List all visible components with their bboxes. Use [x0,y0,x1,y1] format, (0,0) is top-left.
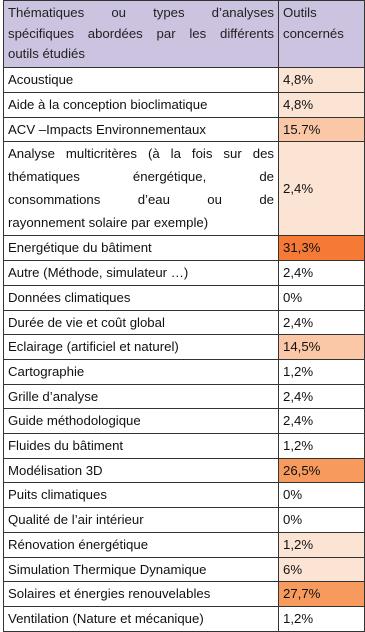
theme-cell: Modélisation 3D [4,458,279,483]
table-row [4,142,365,236]
table-row [4,532,365,557]
theme-cell: Ventilation (Nature et mécanique) [4,606,279,631]
share-value-cell: 2,4% [279,142,365,236]
table-row [4,409,365,434]
theme-label-line: consommations d’eau ou de [8,191,274,207]
table-row [4,582,365,607]
share-value-cell: 26,5% [279,458,365,483]
theme-cell: Energétique du bâtiment [4,236,279,261]
table-row [4,68,365,93]
themes-table-body [4,1,365,632]
theme-label-line: rayonnement solaire par exemple) [8,214,209,230]
share-value-cell: 0% [279,508,365,533]
theme-cell: Guide méthodologique [4,409,279,434]
table-row [4,434,365,459]
header-themes-line-3: outils étudiés [8,46,85,62]
table-row [4,335,365,360]
theme-cell: Acoustique [4,68,279,93]
share-value-cell: 1,2% [279,606,365,631]
theme-cell: Qualité de l’air intérieur [4,508,279,533]
share-value-cell: 2,4% [279,409,365,434]
header-tools-line-1: Outils [283,5,317,20]
theme-cell: Fluides du bâtiment [4,434,279,459]
table-row [4,359,365,384]
table-row [4,285,365,310]
theme-cell: Durée de vie et coût global [4,310,279,335]
theme-cell: Cartographie [4,359,279,384]
table-row [4,92,365,117]
table-row [4,117,365,142]
theme-cell [4,142,279,236]
header-themes-line-2: spécifiques abordées par les différents [8,25,274,41]
table-row [4,384,365,409]
share-value-cell: 15.7% [279,117,365,142]
table-row [4,261,365,286]
theme-label-line: thématiques énergétique, de [8,169,274,185]
table-row [4,606,365,631]
table-row [4,483,365,508]
theme-cell: Grille d’analyse [4,384,279,409]
table-row [4,557,365,582]
theme-cell: Aide à la conception bioclimatique [4,92,279,117]
header-tools-cell [279,1,365,68]
theme-cell: Autre (Méthode, simulateur …) [4,261,279,286]
table-row [4,236,365,261]
share-value-cell: 1,2% [279,532,365,557]
share-value-cell: 1,2% [279,359,365,384]
theme-cell: Rénovation énergétique [4,532,279,557]
theme-label-line: Analyse multicritères (à la fois sur des [8,146,274,162]
theme-cell: Simulation Thermique Dynamique [4,557,279,582]
share-value-cell: 0% [279,285,365,310]
share-value-cell: 31,3% [279,236,365,261]
theme-cell: Eclairage (artificiel et naturel) [4,335,279,360]
table-row [4,508,365,533]
share-value-cell: 4,8% [279,68,365,93]
theme-cell: Puits climatiques [4,483,279,508]
theme-cell: Données climatiques [4,285,279,310]
themes-table [3,0,365,632]
share-value-cell: 6% [279,557,365,582]
header-themes-cell [4,1,279,68]
table-row [4,458,365,483]
share-value-cell: 4,8% [279,92,365,117]
table-row [4,310,365,335]
header-themes-line-1: Thématiques ou types d’analyses [8,5,274,20]
share-value-cell: 27,7% [279,582,365,607]
share-value-cell: 14,5% [279,335,365,360]
share-value-cell: 0% [279,483,365,508]
header-row [4,1,365,68]
theme-cell: Solaires et énergies renouvelables [4,582,279,607]
theme-cell: ACV –Impacts Environnementaux [4,117,279,142]
share-value-cell: 2,4% [279,261,365,286]
share-value-cell: 2,4% [279,384,365,409]
share-value-cell: 1,2% [279,434,365,459]
header-tools-line-2: concernés [283,25,344,41]
share-value-cell: 2,4% [279,310,365,335]
